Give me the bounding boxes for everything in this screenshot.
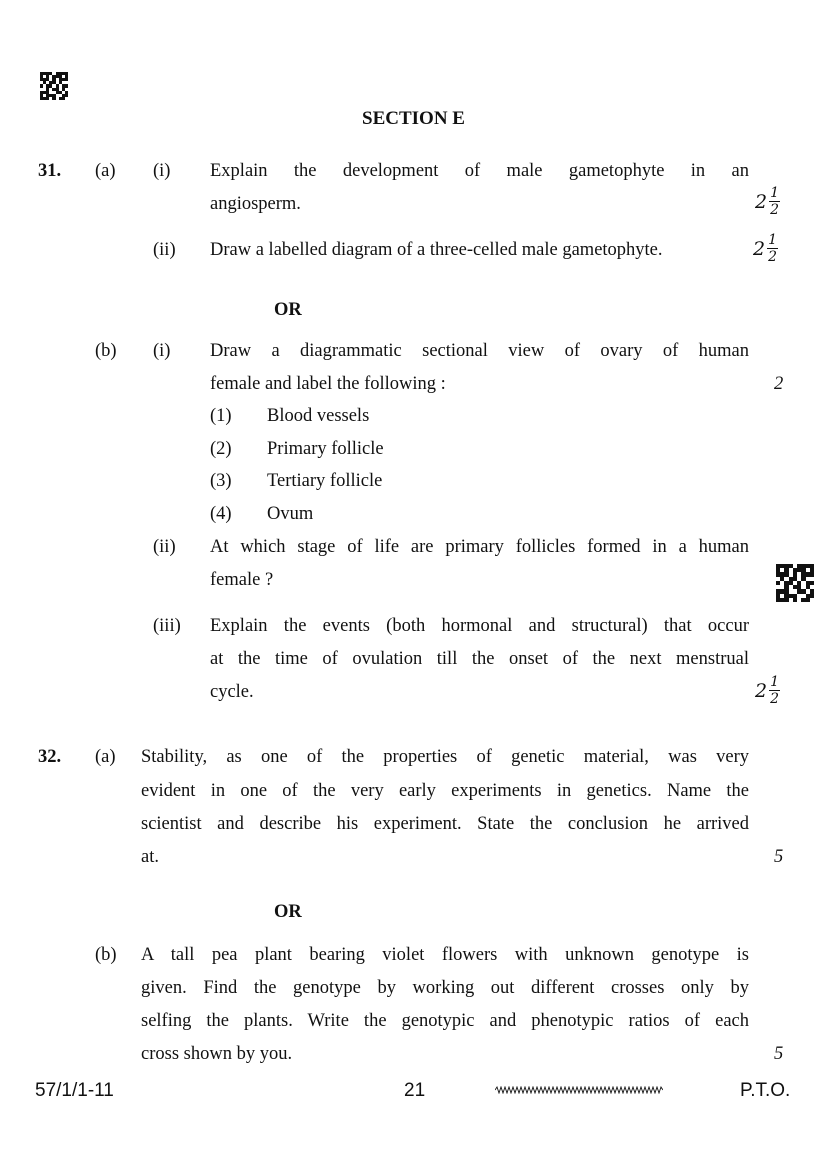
- marks-fraction: [755, 186, 780, 217]
- marks-whole: 2: [753, 237, 766, 260]
- question-text: cross shown by you.: [141, 1044, 293, 1064]
- part-label-b: (b): [95, 341, 117, 361]
- denominator: 2: [768, 249, 778, 265]
- question-text: A tall pea plant bearing violet flowers with unknown genotype is: [141, 945, 749, 965]
- list-item-number: (4): [210, 504, 232, 524]
- marks-whole: 2: [755, 190, 768, 213]
- part-label-b: (b): [95, 945, 117, 965]
- list-item-number: (3): [210, 471, 232, 491]
- paper-code: 57/1/1-11: [35, 1080, 114, 1101]
- marks-fraction: [753, 233, 778, 264]
- denominator: 2: [770, 691, 780, 707]
- subpart-label-iii: (iii): [153, 616, 181, 636]
- question-number-31: 31.: [38, 161, 62, 181]
- subpart-label-i: (i): [153, 341, 171, 361]
- subpart-label-ii: (ii): [153, 537, 176, 557]
- question-text: evident in one of the very early experiments in genetics. Name the: [141, 781, 749, 801]
- section-title: SECTION E: [362, 108, 465, 129]
- list-item-text: Tertiary follicle: [267, 471, 383, 491]
- qr-code-icon: [776, 564, 814, 602]
- question-text: at.: [141, 847, 159, 867]
- wavy-line-icon: [495, 1086, 663, 1094]
- question-text: given. Find the genotype by working out different crosses only by: [141, 978, 749, 998]
- question-text: angiosperm.: [210, 194, 301, 214]
- pto-label: P.T.O.: [740, 1080, 791, 1101]
- part-label-a: (a): [95, 161, 116, 181]
- numerator: 1: [768, 232, 778, 248]
- part-label-a: (a): [95, 747, 116, 767]
- question-number-32: 32.: [38, 747, 62, 767]
- numerator: 1: [770, 674, 780, 690]
- denominator: 2: [770, 202, 780, 218]
- list-item-text: Blood vessels: [267, 406, 370, 426]
- or-divider: OR: [274, 902, 302, 922]
- question-text: selfing the plants. Write the genotypic and phenotypic ratios of each: [141, 1011, 749, 1031]
- qr-code-icon: [40, 72, 68, 100]
- marks-fraction: [755, 675, 780, 706]
- marks: 5: [774, 847, 784, 867]
- numerator: 1: [770, 185, 780, 201]
- question-text: Explain the development of male gametophyte in an: [210, 161, 749, 181]
- question-text: Draw a diagrammatic sectional view of ovary of human: [210, 341, 749, 361]
- list-item-number: (1): [210, 406, 232, 426]
- question-text: Explain the events (both hormonal and structural) that occur: [210, 616, 749, 636]
- page-number: 21: [404, 1080, 426, 1101]
- list-item-text: Primary follicle: [267, 439, 384, 459]
- subpart-label-ii: (ii): [153, 240, 176, 260]
- list-item-number: (2): [210, 439, 232, 459]
- marks-fraction-part: [767, 233, 778, 264]
- marks: 2: [774, 374, 784, 394]
- question-text: female ?: [210, 570, 274, 590]
- marks-fraction-part: [769, 675, 780, 706]
- question-text: Stability, as one of the properties of genetic material, was very: [141, 747, 749, 767]
- question-text: cycle.: [210, 682, 254, 702]
- marks-fraction-part: [769, 186, 780, 217]
- or-divider: OR: [274, 300, 302, 320]
- marks: 5: [774, 1044, 784, 1064]
- subpart-label-i: (i): [153, 161, 171, 181]
- question-text: at the time of ovulation till the onset of the next menstrual: [210, 649, 749, 669]
- list-item-text: Ovum: [267, 504, 314, 524]
- question-text: scientist and describe his experiment. State the conclusion he arrived: [141, 814, 749, 834]
- question-text: Draw a labelled diagram of a three-celled male gametophyte.: [210, 240, 663, 260]
- question-text: At which stage of life are primary follicles formed in a human: [210, 537, 749, 557]
- question-text: female and label the following :: [210, 374, 446, 394]
- marks-whole: 2: [755, 679, 768, 702]
